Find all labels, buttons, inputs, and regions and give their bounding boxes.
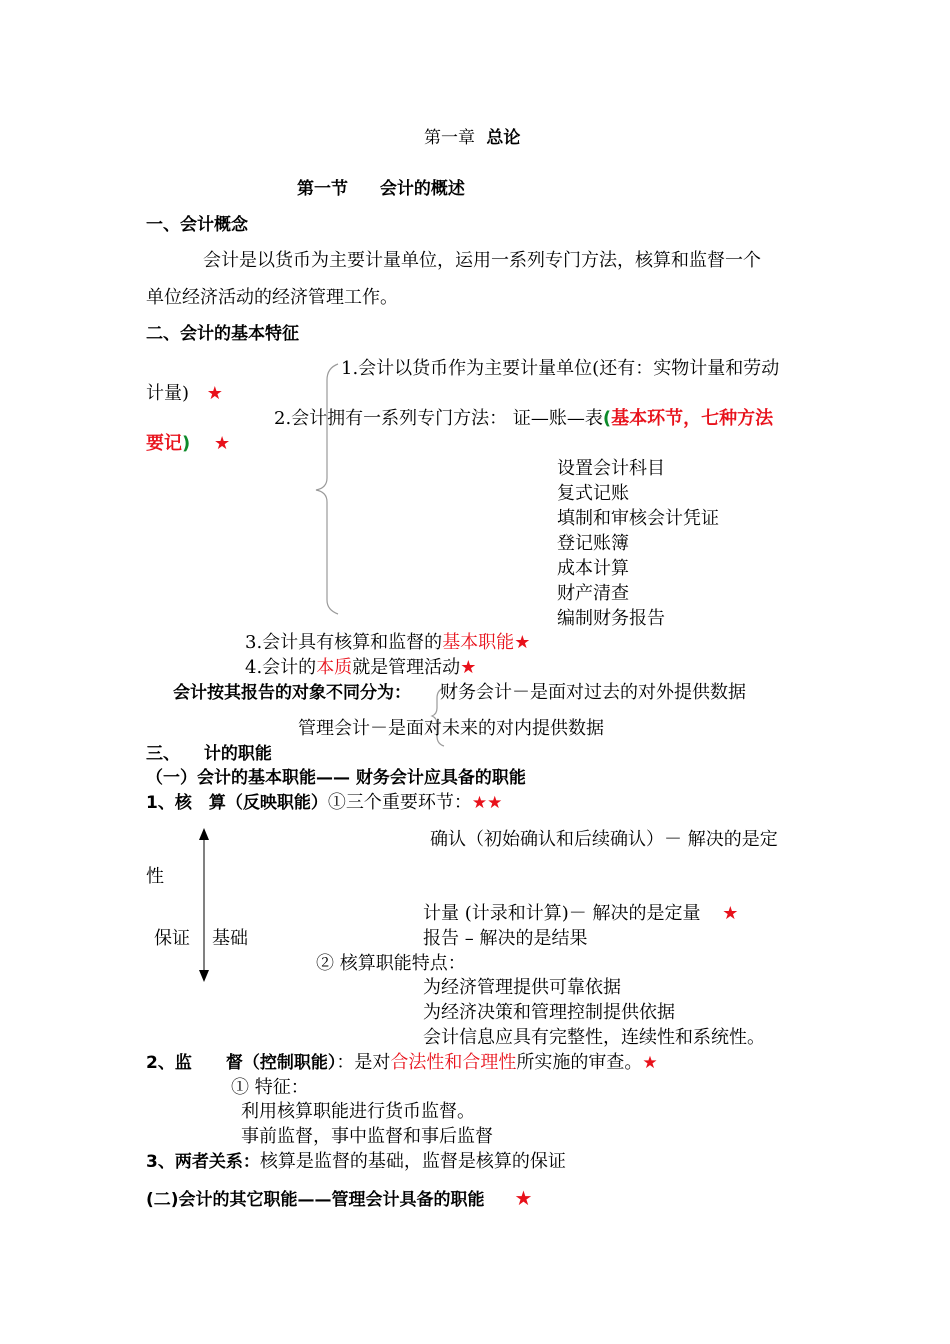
star-icon: ★ [460, 657, 477, 678]
supervision-feature-item: 事前监督，事中监督和事后监督 [241, 1126, 493, 1147]
concept-line-2: 单位经济活动的经济管理工作。 [146, 287, 398, 308]
arrow-down-icon [199, 970, 209, 982]
features-heading: 二、会计的基本特征 [146, 324, 299, 344]
feature-3 [245, 632, 530, 654]
confirm-line-2: 性 [146, 866, 164, 887]
feature-2-text: 2.会计拥有一系列专门方法： 证—账—表 [274, 408, 603, 429]
accounting-label: 1、核 算（反映职能） [146, 793, 328, 813]
supervision-highlight: 合法性和合理性 [390, 1052, 517, 1073]
star-icon: ★ [206, 383, 223, 404]
functions-heading-num: 三、 [146, 744, 180, 764]
accounting-feature-title: ② 核算职能特点： [316, 953, 466, 974]
supervision-suffix: 所实施的审查。 [516, 1052, 643, 1073]
feature-3-text: 3.会计具有核算和监督的 [245, 632, 443, 653]
concept-heading: 一、会计概念 [146, 215, 248, 235]
section-title [297, 178, 465, 200]
supervision-function [146, 1052, 658, 1074]
other-functions-text: (二)会计的其它职能——管理会计具备的职能 [146, 1190, 485, 1210]
confirm-line-1: 确认（初始确认和后续确认）－ 解决的是定 [430, 829, 778, 850]
feature-2-line-1 [274, 408, 773, 430]
feature-4 [245, 657, 476, 679]
feature-4-text: 4.会计的 [245, 657, 317, 678]
foundation-label: 基础 [212, 928, 248, 949]
concept-line-1: 会计是以货币为主要计量单位，运用一系列专门方法，核算和监督一个 [203, 250, 761, 271]
chapter-title [424, 127, 520, 149]
report-management: 管理会计－是面对未来的对内提供数据 [298, 718, 604, 739]
relation-text: 核算是监督的基础，监督是核算的保证 [259, 1151, 566, 1172]
accounting-feature-item: 会计信息应具有完整性，连续性和系统性。 [423, 1027, 765, 1048]
report-label: 会计按其报告的对象不同分为： [173, 683, 411, 703]
feature-2-line-2 [146, 433, 230, 455]
report-line: 报告 – 解决的是结果 [423, 928, 588, 949]
method-item: 财产清查 [557, 583, 629, 604]
method-item: 填制和审核会计凭证 [557, 508, 719, 529]
feature-1-line-2 [146, 383, 223, 405]
relation-label: 3、两者关系： [146, 1152, 260, 1172]
supervision-feature-item: 利用核算职能进行货币监督。 [241, 1101, 475, 1122]
method-item: 成本计算 [557, 558, 629, 579]
report-financial: 财务会计－是面对过去的对外提供数据 [440, 682, 746, 703]
feature-2-highlight: 基本环节，七种方法 [611, 408, 774, 429]
curly-brace [316, 364, 338, 614]
measure-text: 计量 (计录和计算)－ 解决的是定量 [423, 903, 701, 924]
method-item: 设置会计科目 [557, 458, 665, 479]
double-star-icon: ★★ [471, 793, 503, 813]
other-functions-heading [146, 1187, 532, 1211]
supervision-feature-title: ① 特征： [231, 1077, 309, 1098]
star-icon: ★ [514, 1186, 533, 1210]
supervision-text: ：是对 [336, 1052, 391, 1073]
supervision-label: 2、监 督（控制职能） [146, 1053, 337, 1073]
star-icon: ★ [642, 1053, 658, 1073]
section-name: 会计的概述 [379, 179, 465, 199]
star-icon: ★ [213, 433, 231, 454]
method-item: 登记账簿 [557, 533, 629, 554]
accounting-links: ①三个重要环节： [327, 792, 472, 813]
chapter-prefix: 第一章 [424, 128, 475, 148]
accounting-feature-item: 为经济管理提供可靠依据 [423, 977, 621, 998]
star-icon: ★ [514, 632, 531, 653]
feature-1-line-1: 1.会计以货币作为主要计量单位(还有：实物计量和劳动 [341, 358, 780, 379]
feature-2-continued: 要记 [146, 433, 182, 454]
section-number: 第一节 [297, 179, 348, 199]
method-item: 编制财务报告 [557, 608, 665, 629]
accounting-function [146, 792, 502, 814]
functions-heading-title: 计的职能 [203, 744, 272, 764]
chapter-name: 总论 [486, 128, 521, 148]
relation-line [146, 1151, 566, 1173]
guarantee-label: 保证 [154, 928, 190, 949]
feature-3-highlight: 基本职能 [442, 632, 515, 653]
feature-4-highlight: 本质 [316, 657, 353, 678]
functions-heading [146, 743, 272, 765]
accounting-feature-item: 为经济决策和管理控制提供依据 [423, 1002, 675, 1023]
basic-functions-heading: （一）会计的基本职能—— 财务会计应具备的职能 [146, 768, 526, 788]
feature-4-suffix: 就是管理活动 [352, 657, 461, 678]
feature-2-paren-open: ( [602, 408, 612, 429]
feature-1-text: 计量) [146, 383, 190, 404]
star-icon: ★ [722, 903, 739, 924]
measure-line [423, 903, 738, 925]
arrow-up-icon [199, 828, 209, 840]
method-item: 复式记账 [557, 483, 629, 504]
feature-2-paren-close: ) [182, 433, 191, 454]
